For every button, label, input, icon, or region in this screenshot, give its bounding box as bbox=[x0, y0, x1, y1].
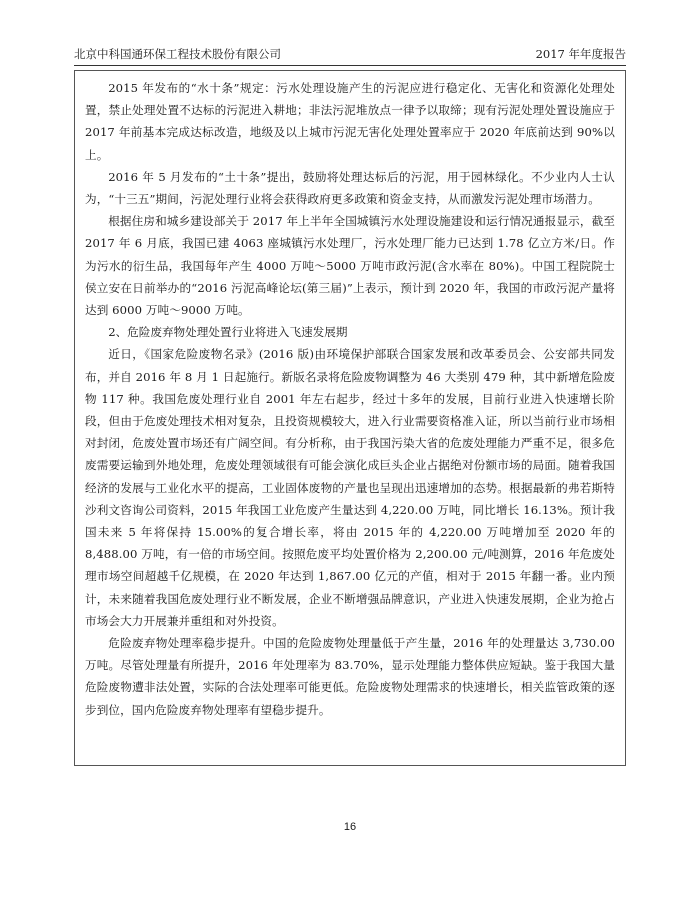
report-title: 2017 年年度报告 bbox=[535, 47, 626, 61]
paragraph-soil-ten: 2016 年 5 月发布的“土十条”提出，鼓励将处理达标后的污泥，用于园林绿化。不少业内人士认为，“十三五”期间，污泥处理行业将会获得政府更多政策和资金支持，从而激发污泥处理市场潜力。 bbox=[85, 169, 615, 207]
page-header bbox=[74, 40, 626, 66]
content-box bbox=[74, 70, 626, 766]
paragraph-hazardous-catalog: 近日，《国家危险废物名录》(2016 版)由环境保护部联合国家发展和改革委员会、公安部共同发布，并自 2016 年 8 月 1 日起施行。新版名录将危险废物调整为 46 大类别 479 种，其中新增危险废物 117 种。我国危废处理行业自 2001 年左右起步，经过十多年的发展，目前行业进入快速增长阶段，但由于危废处理技术相对复杂，且投资规模较大，进入行业需要资格准入证，所以当前行业市场相对封闭，危废处置市场还有广阔空间。有分析称，由于我国污染大省的危废处理能力严重不足，很多危废需要运输到外地处理，危废处理领域很有可能会演化成巨头企业占据绝对份额市场的局面。随着我国经济的发展与工业化水平的提高，工业固体废物的产量也呈现出迅速增加的态势。根据最新的弗若斯特沙利文咨询公司资料，2015 年我国工业危废产生量达到 4,220.00 万吨，同比增长 16.13%。预计我国未来 5 年将保持 15.00%的复合增长率，将由 2015 年的 4,220.00 万吨增加至 2020 年的 8,488.00 万吨，有一倍的市场空间。按照危废平均处置价格为 2,200.00 元/吨测算，2016 年危废处理市场空间超越千亿规模，在 2020 年达到 1,867.00 亿元的产值，相对于 2015 年翻一番。业内预计，未来随着我国危废处理行业不断发展，企业不断增强品牌意识，产业进入快速发展期，企业为抢占市场会大力开展兼并重组和对外投资。 bbox=[85, 347, 615, 628]
paragraph-sludge-stats: 根据住房和城乡建设部关于 2017 年上半年全国城镇污水处理设施建设和运行情况通报显示，截至 2017 年 6 月底，我国已建 4063 座城镇污水处理厂，污水处理厂能力已达到 1.78 亿立方米/日。作为污水的衍生品，我国每年产生 4000 万吨～5000 万吨市政污泥(含水率在 80%)。中国工程院院士侯立安在日前举办的“2016 污泥高峰论坛(第三届)”上表示，预计到 2020 年，我国的市政污泥产量将达到 6000 万吨～9000 万吨。 bbox=[85, 214, 615, 318]
paragraph-water-ten: 2015 年发布的“水十条”规定：污水处理设施产生的污泥应进行稳定化、无害化和资源化处理处置，禁止处理处置不达标的污泥进入耕地；非法污泥堆放点一律予以取缔；现有污泥处理处置设施应于 2017 年前基本完成达标改造，地级及以上城市污泥无害化处理处置率应于 2020 年底前达到 90%以上。 bbox=[85, 81, 615, 162]
company-name: 北京中科国通环保工程技术股份有限公司 bbox=[74, 47, 281, 61]
page-number: 16 bbox=[343, 821, 357, 833]
section-heading-hazardous-waste: 2、危险废弃物处理处置行业将进入飞速发展期 bbox=[108, 325, 348, 340]
paragraph-hazardous-rate: 危险废弃物处理率稳步提升。中国的危险废物处理量低于产生量，2016 年的处理量达 3,730.00 万吨。尽管处理量有所提升，2016 年处理率为 83.70%，显示处理能力整体供应短缺。鉴于我国大量危险废物遭非法处置，实际的合法处理率可能更低。危险废物处理需求的快速增长，相关监管政策的逐步到位，国内危险废弃物处理率有望稳步提升。 bbox=[85, 636, 615, 717]
